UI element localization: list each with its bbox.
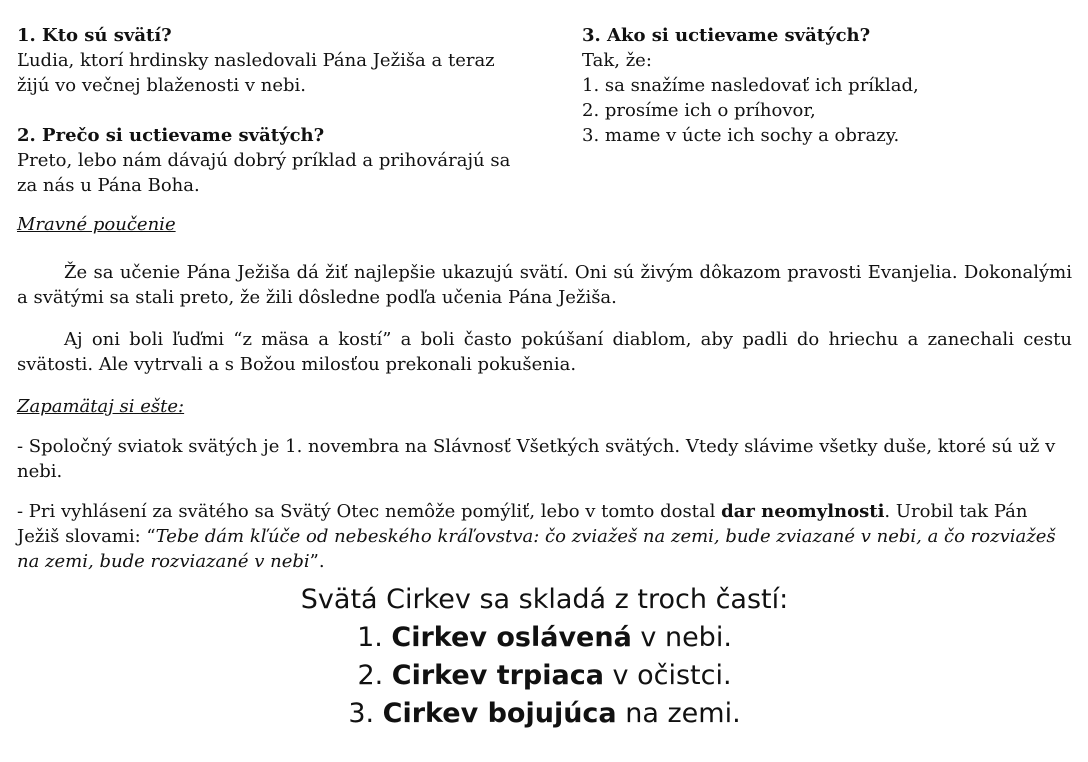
- item-number: 2.: [357, 660, 392, 691]
- church-summary: [17, 581, 1072, 733]
- section-title: 1. Kto sú svätí?: [17, 25, 172, 46]
- list-item: 1. sa snažíme nasledovať ich príklad,: [582, 75, 919, 96]
- section-title: 3. Ako si uctievame svätých?: [582, 25, 871, 46]
- item-bold: Cirkev oslávená: [391, 622, 632, 653]
- bold-term: dar neomylnosti: [721, 501, 885, 522]
- right-column: [582, 23, 1072, 198]
- summary-item: [17, 619, 1072, 657]
- document-body: [17, 23, 1072, 733]
- remember-bullet: [17, 499, 1072, 574]
- item-number: 1.: [357, 622, 392, 653]
- answer-line: Preto, lebo nám dávajú dobrý príklad a prihovárajú sa: [17, 150, 511, 171]
- list-item: 2. prosíme ich o príhovor,: [582, 100, 816, 121]
- item-rest: na zemi.: [616, 698, 741, 729]
- left-column: [17, 23, 517, 198]
- moral-paragraph: Aj oni boli ľuďmi “z mäsa a kostí” a boli často pokúšaní diablom, aby padli do hriechu a zanechali cestu svätosti. Ale vytrvali a s Božou milosťou prekonali pokušenia.: [17, 329, 1072, 375]
- answer-intro: Tak, že:: [582, 50, 652, 71]
- section-how-honor-saints: [582, 23, 1072, 148]
- answer-line: za nás u Pána Boha.: [17, 175, 200, 196]
- moral-lesson-heading: Mravné poučenie: [17, 214, 176, 235]
- summary-heading: Svätá Cirkev sa skladá z troch častí:: [300, 584, 789, 615]
- quotation: Tebe dám kľúče od nebeského kráľovstva: čo zviažeš na zemi, bude zviazané v nebi, a čo rozviažeš na zemi, bude rozviazané v nebi: [17, 526, 1056, 572]
- section-why-honor-saints: [17, 123, 517, 198]
- item-rest: v nebi.: [631, 622, 732, 653]
- moral-paragraph: Že sa učenie Pána Ježiša dá žiť najlepšie ukazujú svätí. Oni sú živým dôkazom pravosti Evanjelia. Dokonalými a svätými sa stali preto, že žili dôsledne podľa učenia Pána Ježiša.: [17, 262, 1072, 308]
- item-number: 3.: [348, 698, 383, 729]
- bullet-text: . Urobil tak Pán Ježiš slovami: “: [17, 501, 1028, 547]
- bullet-text: - Pri vyhlásení za svätého sa Svätý Otec nemôže pomýliť, lebo v tomto dostal: [17, 501, 722, 522]
- section-title: 2. Prečo si uctievame svätých?: [17, 125, 325, 146]
- remember-heading: Zapamätaj si ešte:: [17, 396, 185, 417]
- answer-line: žijú vo večnej blaženosti v nebi.: [17, 75, 306, 96]
- answer-line: Ľudia, ktorí hrdinsky nasledovali Pána Ježiša a teraz: [17, 50, 495, 71]
- list-item: 3. mame v úcte ich sochy a obrazy.: [582, 125, 900, 146]
- bullet-text: ”.: [309, 551, 325, 572]
- question-columns: [17, 23, 1072, 198]
- item-bold: Cirkev bojujúca: [382, 698, 617, 729]
- remember-bullet: - Spoločný sviatok svätých je 1. novembra na Slávnosť Všetkých svätých. Vtedy slávime všetky duše, ktoré sú už v nebi.: [17, 436, 1056, 482]
- summary-item: [17, 657, 1072, 695]
- section-who-are-saints: [17, 23, 517, 98]
- item-rest: v očistci.: [603, 660, 732, 691]
- summary-item: [17, 695, 1072, 733]
- item-bold: Cirkev trpiaca: [391, 660, 604, 691]
